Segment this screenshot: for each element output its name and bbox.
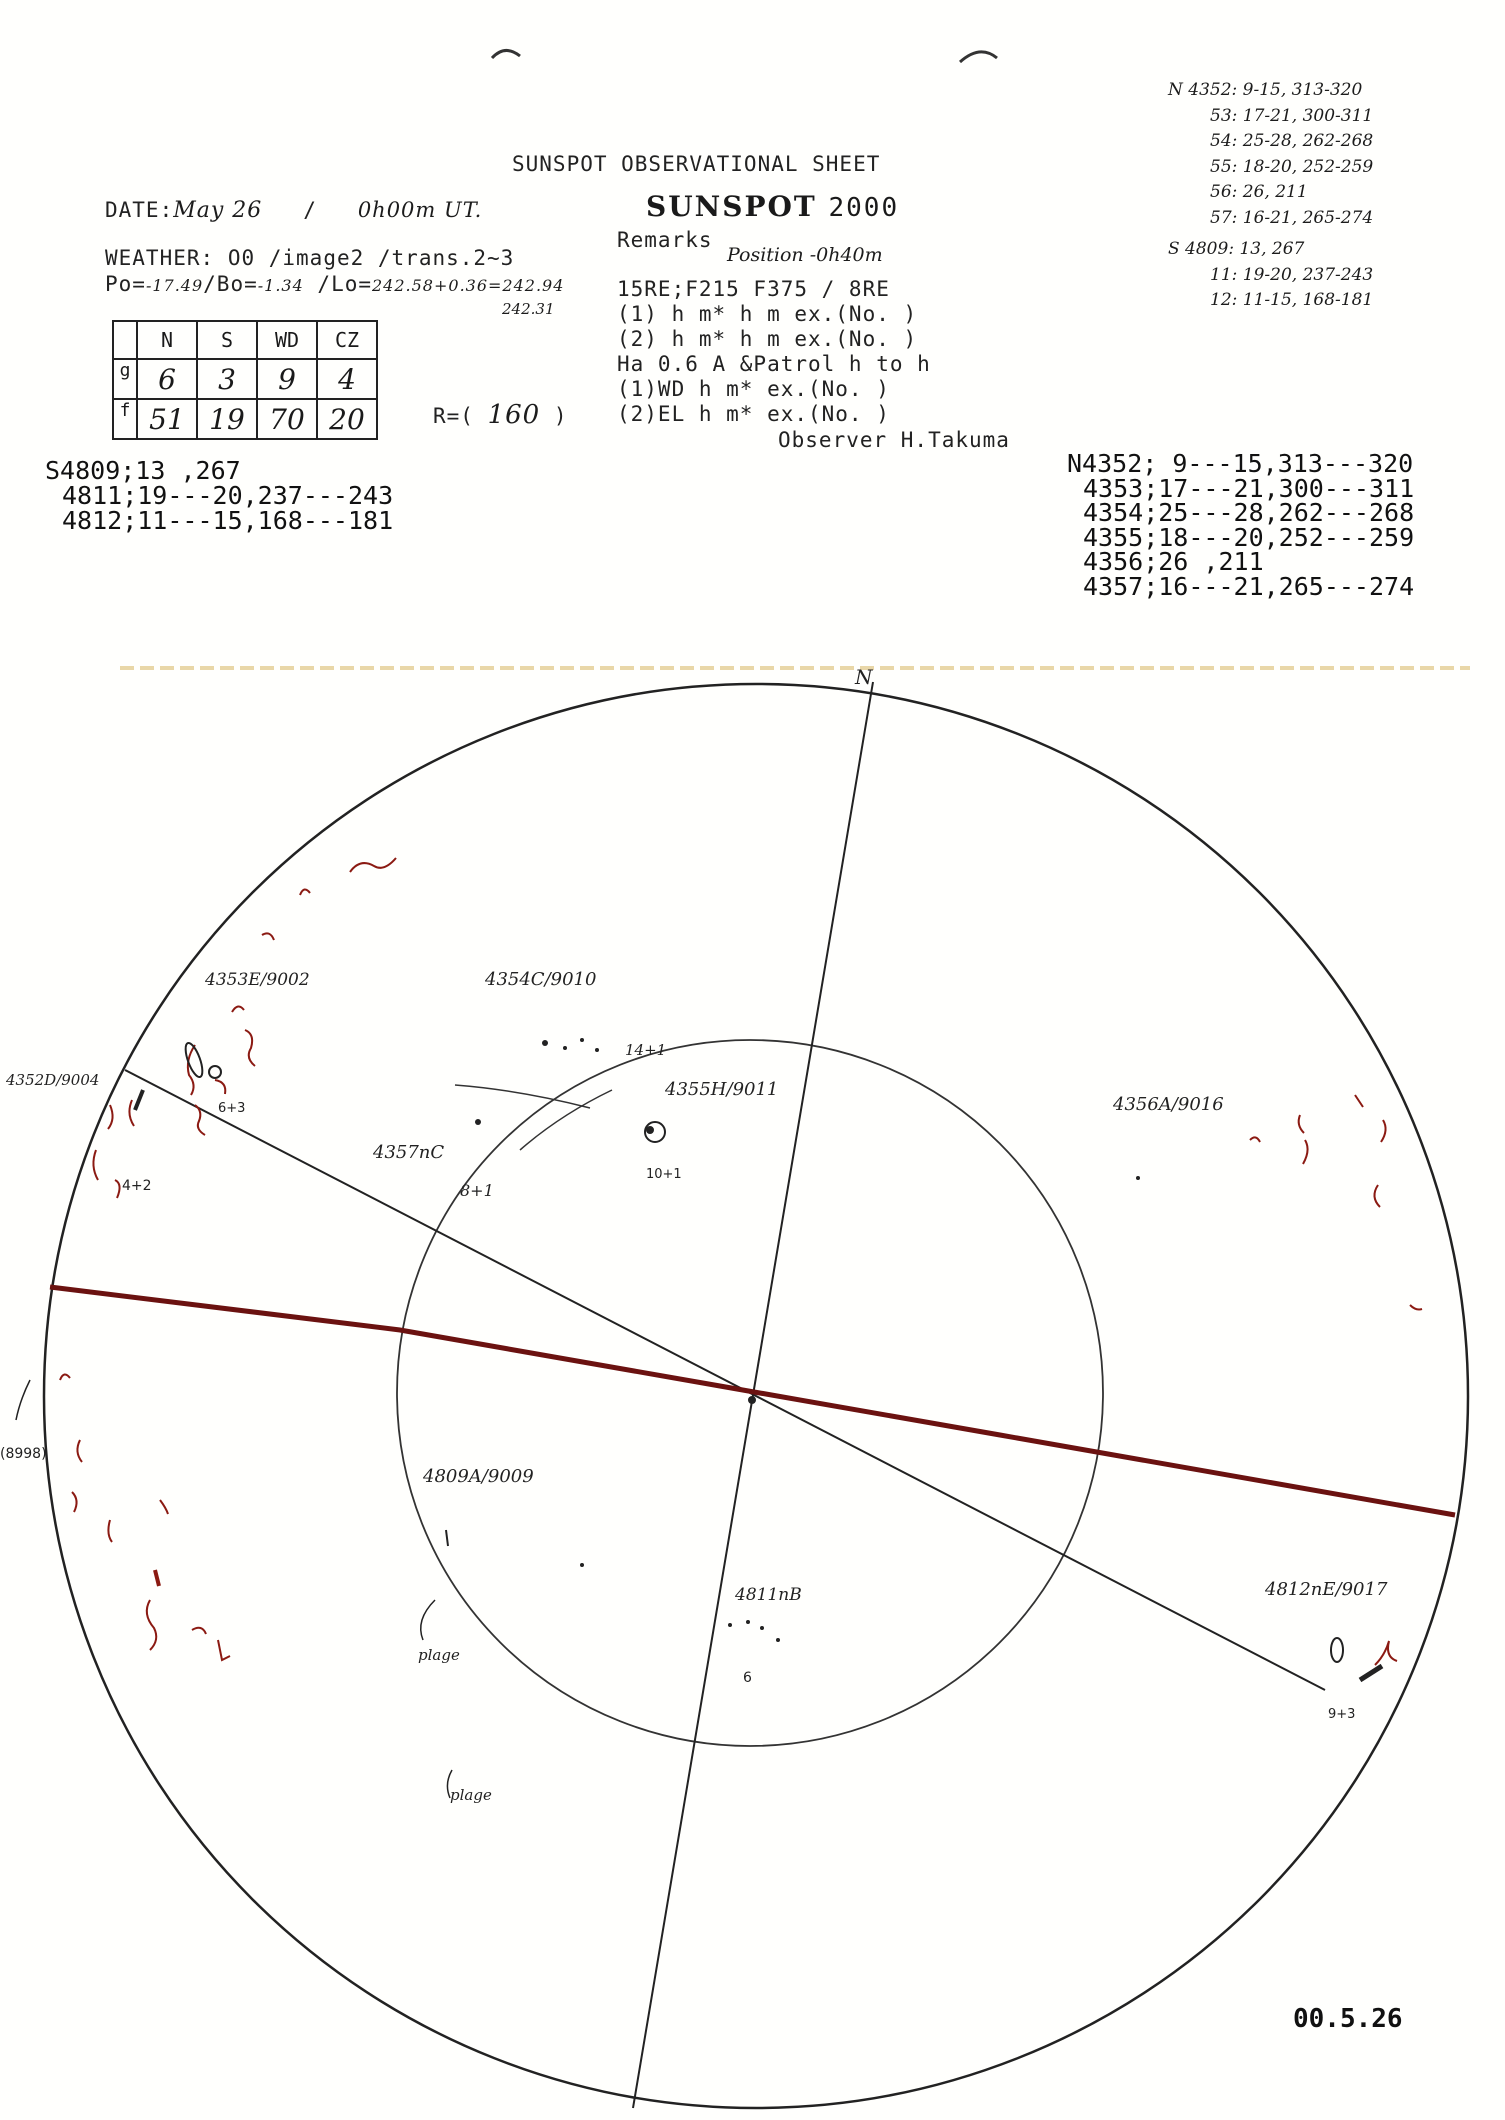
spot-dot — [563, 1046, 567, 1050]
lo-value: 242.58+0.36=242.94 — [372, 276, 565, 295]
plage-mark — [108, 1520, 112, 1542]
f-n: 51 — [137, 399, 197, 439]
group-label: 4809A/9009 — [423, 1466, 534, 1487]
date-stamp: 00.5.26 — [1293, 2004, 1403, 2034]
date-value: May 26 — [173, 198, 263, 223]
bo-label: /Bo= — [203, 272, 258, 296]
observer: Observer H.Takuma — [778, 428, 1010, 452]
spot-dot — [1136, 1176, 1140, 1180]
extra-label: (8998) — [0, 1446, 47, 1462]
plage-mark — [60, 1374, 70, 1380]
r-value: 160 — [487, 400, 541, 430]
note-line: S 4809: 13, 267 — [1168, 239, 1305, 259]
time-value: 0h00m UT. — [357, 198, 483, 222]
header-s: S — [197, 321, 257, 359]
north-group-line: 4354;25---28,262---268 — [1083, 498, 1415, 527]
group-label: 4352D/9004 — [6, 1071, 100, 1089]
g-cz: 4 — [317, 359, 377, 399]
group-count: 9+3 — [1328, 1707, 1356, 1722]
remarks-value: Position -0h40m — [727, 244, 883, 266]
plage-mark — [350, 858, 396, 872]
po-value: -17.49 — [145, 276, 204, 295]
group-count: 10+1 — [646, 1167, 682, 1182]
group-label: 4356A/9016 — [1113, 1094, 1224, 1115]
remarks-line: (2)EL h m* ex.(No. ) — [617, 402, 890, 426]
header-cz: CZ — [317, 321, 377, 359]
plage-mark — [77, 1440, 82, 1462]
plage-mark — [72, 1492, 77, 1512]
row-label-g: g — [113, 359, 137, 399]
plage-mark — [192, 1628, 206, 1634]
plage-mark — [218, 1640, 230, 1660]
north-group-line: N4352; 9---15,313---320 — [1067, 449, 1414, 478]
g-s: 3 — [197, 359, 257, 399]
remarks-line: 15RE;F215 F375 / 8RE — [617, 277, 890, 301]
plage-mark — [1299, 1115, 1304, 1133]
header-n: N — [137, 321, 197, 359]
row-label-f: f — [113, 399, 137, 439]
remarks-line: (1)WD h m* ex.(No. ) — [617, 377, 890, 401]
plage-outline — [16, 1380, 30, 1420]
note-line: 54: 25-28, 262-268 — [1210, 131, 1374, 151]
program-year: 2000 — [828, 193, 900, 223]
plage-outline — [421, 1600, 435, 1640]
group-label: 4355H/9011 — [665, 1079, 779, 1100]
plage-mark — [93, 1150, 98, 1180]
plage-mark — [1374, 1185, 1380, 1207]
plage-mark — [245, 1030, 255, 1066]
spot-dot — [580, 1038, 584, 1042]
remarks-line: (2) h m* h m ex.(No. ) — [617, 327, 918, 351]
spot-dot — [760, 1626, 764, 1630]
spot-4353 — [182, 1041, 206, 1079]
plage-mark — [1303, 1140, 1308, 1164]
spot-4812b — [1360, 1666, 1382, 1680]
sketch-arc — [520, 1090, 612, 1150]
date-label: DATE: — [105, 198, 174, 222]
group-label: 4357nC — [373, 1142, 445, 1163]
note-line: 53: 17-21, 300-311 — [1210, 105, 1374, 126]
spot-dot — [746, 1620, 750, 1624]
spot-4353b — [209, 1066, 221, 1078]
plage-mark — [1375, 1641, 1397, 1665]
f-s: 19 — [197, 399, 257, 439]
south-group-line: 4812;11---15,168---181 — [62, 506, 394, 535]
weather-label: WEATHER: — [105, 246, 215, 270]
note-line: 56: 26, 211 — [1210, 182, 1308, 202]
po-label: Po= — [105, 272, 146, 296]
f-wd: 70 — [257, 399, 317, 439]
note-line: N 4352: 9-15, 313-320 — [1168, 80, 1363, 100]
spot-dot — [776, 1638, 780, 1642]
remarks-line: (1) h m* h m ex.(No. ) — [617, 302, 918, 326]
plage-mark — [232, 1006, 244, 1012]
spot-dot — [475, 1119, 481, 1125]
spot-dot — [580, 1563, 584, 1567]
header-wd: WD — [257, 321, 317, 359]
plage-mark — [1355, 1095, 1363, 1107]
plage-mark — [262, 933, 274, 940]
disk-center — [748, 1396, 756, 1404]
spot-4352 — [135, 1090, 143, 1110]
group-count: 4+2 — [122, 1178, 152, 1194]
group-label: 4354C/9010 — [485, 969, 597, 990]
plage-mark — [155, 1570, 159, 1586]
g-wd: 9 — [257, 359, 317, 399]
spot-4812 — [1331, 1638, 1343, 1662]
remarks-label: Remarks — [617, 228, 713, 252]
plage-label: plage — [418, 1646, 460, 1664]
program-name: SUNSPOT — [646, 190, 817, 223]
group-label: 4353E/9002 — [205, 970, 310, 990]
plage-label: plage — [450, 1786, 492, 1804]
spot-dot — [542, 1040, 548, 1046]
group-label: 4811nB — [735, 1585, 802, 1605]
plage-mark — [115, 1180, 120, 1198]
weather-value: O0 /image2 /trans.2~3 — [227, 246, 515, 270]
south-group-line: S4809;13 ,267 — [45, 456, 241, 485]
south-group-line: 4811;19---20,237---243 — [62, 481, 394, 510]
north-group-line: 4355;18---20,252---259 — [1083, 522, 1415, 552]
remarks-line: Ha 0.6 A &Patrol h to h — [617, 352, 931, 376]
spot-dot — [728, 1623, 732, 1627]
g-n: 6 — [137, 359, 197, 399]
r-label: R=( — [433, 404, 474, 428]
note-line: 11: 19-20, 237-243 — [1210, 264, 1374, 285]
plage-mark — [1381, 1120, 1386, 1142]
date-slash: / — [303, 198, 317, 222]
group-count: 8+1 — [460, 1181, 494, 1200]
spot-dot — [446, 1530, 448, 1546]
spot-4355-core — [647, 1127, 653, 1133]
plage-mark — [129, 1100, 134, 1126]
group-count: 14+1 — [625, 1041, 667, 1059]
group-label: 4812nE/9017 — [1265, 1579, 1388, 1600]
spot-dot — [595, 1048, 599, 1052]
r-close: ) — [553, 404, 568, 428]
plage-mark — [147, 1600, 156, 1650]
position-angle-line — [125, 1070, 1325, 1690]
note-line: 55: 18-20, 252-259 — [1210, 156, 1374, 177]
note-line: 57: 16-21, 265-274 — [1210, 207, 1374, 228]
lo-label: /Lo= — [317, 272, 372, 296]
plage-mark — [215, 1080, 225, 1094]
north-marker: N — [855, 665, 873, 689]
plage-mark — [1410, 1305, 1422, 1310]
north-group-line: 4353;17---21,300---311 — [1083, 473, 1415, 503]
group-count: 6 — [743, 1670, 752, 1686]
plage-mark — [160, 1500, 168, 1514]
north-group-line: 4357;16---21,265---274 — [1083, 571, 1415, 601]
lo-correction: 242.31 — [502, 300, 555, 318]
group-count: 6+3 — [218, 1101, 246, 1116]
plage-mark — [300, 889, 310, 895]
plage-mark — [1250, 1137, 1260, 1142]
f-cz: 20 — [317, 399, 377, 439]
plage-mark — [108, 1105, 113, 1129]
note-line: 12: 11-15, 168-181 — [1210, 290, 1374, 310]
sheet-title: SUNSPOT OBSERVATIONAL SHEET — [512, 152, 881, 176]
spot-dots — [446, 1038, 1140, 1642]
north-group-line: 4356;26 ,211 — [1083, 547, 1264, 576]
bo-value: -1.34 — [257, 276, 304, 295]
